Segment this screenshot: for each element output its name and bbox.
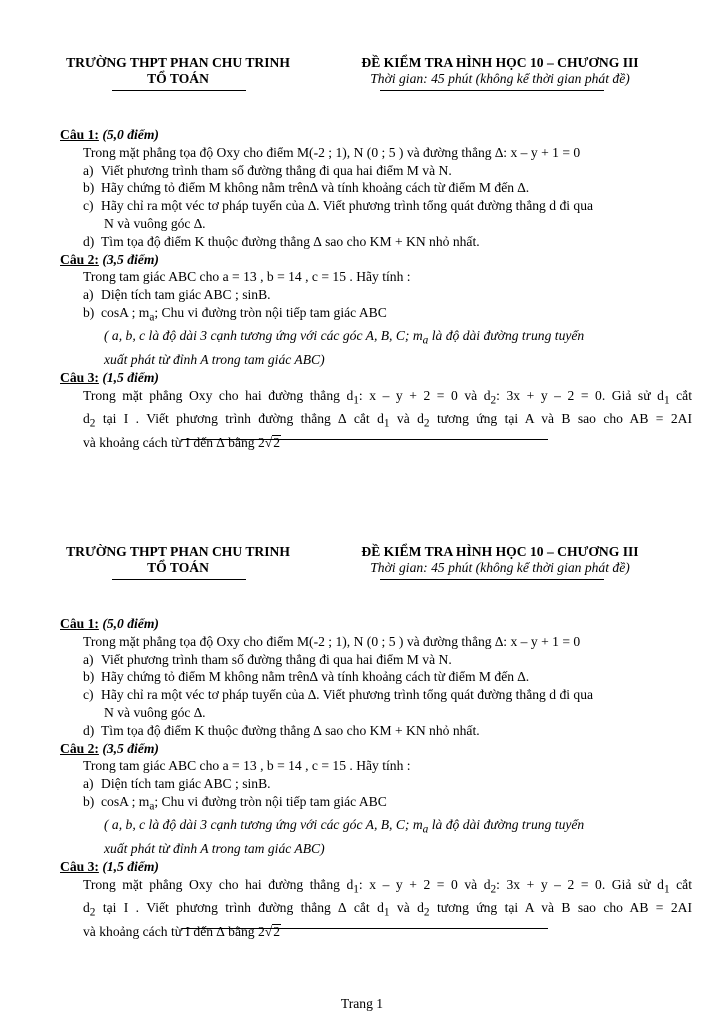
- page-number: Trang 1: [340, 996, 384, 1011]
- time-note: Thời gian: 45 phút (không kể thời gian phát đề): [370, 560, 630, 575]
- question-2-note: ( a, b, c là độ dài 3 cạnh tương ứng với các góc A, B, C; $m_a$ là độ dài đường trung tuyến: [104, 817, 585, 837]
- time-note: Thời gian: 45 phút (không kể thời gian phát đề): [370, 71, 630, 86]
- question-1-item-c: c) Hãy chỉ ra một véc tơ pháp tuyến của ∆. Viết phương trình tổng quát đường thẳng d đi qua: [83, 198, 594, 214]
- question-1-item-c: c) Hãy chỉ ra một véc tơ pháp tuyến của ∆. Viết phương trình tổng quát đường thẳng d đi qua: [83, 687, 594, 703]
- sqrt-value: 2: [273, 923, 281, 939]
- time-underline: [380, 90, 604, 91]
- end-rule: [182, 439, 548, 440]
- sqrt-value: 2: [273, 434, 281, 450]
- question-2-heading: [60, 251, 692, 269]
- question-3-line-3: và khoảng cách từ I đến ∆ bằng 2√2: [83, 923, 281, 939]
- question-1-item-c-cont: N và vuông góc ∆.: [104, 215, 206, 231]
- exam-title: ĐỀ KIỂM TRA HÌNH HỌC 10 – CHƯƠNG III: [361, 544, 639, 559]
- question-2-intro: Trong tam giác ABC cho a = 13 , b = 14 , c = 15 . Hãy tính :: [83, 758, 411, 774]
- question-1-heading: [60, 615, 692, 633]
- department-name: TỔ TOÁN: [147, 71, 209, 86]
- question-1-intro: Trong mặt phẳng tọa độ Oxy cho điểm M(-2 ; 1), N (0 ; 5 ) và đường thẳng ∆: x – y + 1 = 0: [83, 633, 581, 649]
- question-2-note-cont: xuất phát từ đỉnh A trong tam giác ABC): [104, 841, 325, 856]
- question-3-line-1: Trong mặt phẳng Oxy cho hai đường thẳng $d_1$: x – y + 2 = 0 và $d_2$: 3x + y – 2 = 0. Giả sử $d_1$ cắt: [83, 876, 692, 896]
- question-2-item-a: a) Diện tích tam giác ABC ; sinB.: [83, 287, 271, 303]
- exam-title: ĐỀ KIỂM TRA HÌNH HỌC 10 – CHƯƠNG III: [361, 55, 639, 70]
- question-2-heading: [60, 740, 692, 758]
- school-name: TRƯỜNG THPT PHAN CHU TRINH: [66, 544, 290, 559]
- school-header: [60, 55, 296, 87]
- question-1-heading: [60, 126, 692, 144]
- question-2-item-b: b) cosA ; $m_a$; Chu vi đường tròn nội tiếp tam giác ABC: [83, 793, 387, 813]
- question-3-heading: [60, 369, 692, 387]
- question-2-item-b: b) cosA ; $m_a$; Chu vi đường tròn nội tiếp tam giác ABC: [83, 304, 387, 324]
- end-rule: [182, 928, 548, 929]
- question-2-intro: Trong tam giác ABC cho a = 13 , b = 14 , c = 15 . Hãy tính :: [83, 269, 411, 285]
- question-3-heading: [60, 858, 692, 876]
- question-points: (3,5 điểm): [102, 251, 159, 267]
- school-name: TRƯỜNG THPT PHAN CHU TRINH: [66, 55, 290, 70]
- question-points: (3,5 điểm): [102, 740, 159, 756]
- question-2-note: ( a, b, c là độ dài 3 cạnh tương ứng với các góc A, B, C; $m_a$ là độ dài đường trung tuyến: [104, 328, 585, 348]
- school-header: [60, 544, 296, 576]
- question-1-item-a: a) Viết phương trình tham số đường thẳng đi qua hai điểm M và N.: [83, 162, 452, 178]
- question-1-item-a: a) Viết phương trình tham số đường thẳng đi qua hai điểm M và N.: [83, 651, 452, 667]
- exam-body: [60, 615, 692, 940]
- question-1-item-b: b) Hãy chứng tỏ điểm M không nằm trên∆ và tính khoảng cách từ điểm M đến ∆.: [83, 180, 530, 196]
- question-label: Câu 2:: [60, 740, 99, 756]
- exam-header: [340, 544, 660, 576]
- question-1-item-d: d) Tìm tọa độ điểm K thuộc đường thẳng ∆ sao cho KM + KN nhỏ nhất.: [83, 722, 480, 738]
- question-3-line-2: $d_2$ tại I . Viết phương trình đường thẳng ∆ cắt $d_1$ và $d_2$ tương ứng tại A và B sao cho AB = 2AI: [83, 411, 692, 430]
- question-1-item-c-cont: N và vuông góc ∆.: [104, 704, 206, 720]
- question-2-note-cont: xuất phát từ đỉnh A trong tam giác ABC): [104, 352, 325, 367]
- question-1-item-d: d) Tìm tọa độ điểm K thuộc đường thẳng ∆ sao cho KM + KN nhỏ nhất.: [83, 233, 480, 249]
- question-points: (5,0 điểm): [102, 127, 159, 142]
- question-label: Câu 2:: [60, 251, 99, 267]
- sqrt-symbol: √: [264, 434, 273, 450]
- question-points: (1,5 điểm): [102, 369, 159, 385]
- question-3-line-1: Trong mặt phẳng Oxy cho hai đường thẳng $d_1$: x – y + 2 = 0 và $d_2$: 3x + y – 2 = 0. Giả sử $d_1$ cắt: [83, 387, 692, 407]
- department-underline: [112, 90, 246, 91]
- question-2-item-a: a) Diện tích tam giác ABC ; sinB.: [83, 776, 271, 792]
- question-label: Câu 3:: [60, 369, 99, 385]
- question-3-line-3: và khoảng cách từ I đến ∆ bằng 2√2: [83, 434, 281, 450]
- exam-header: [340, 55, 660, 87]
- question-label: Câu 3:: [60, 858, 99, 874]
- sqrt-symbol: √: [264, 923, 273, 939]
- question-points: (1,5 điểm): [102, 858, 159, 874]
- department-name: TỔ TOÁN: [147, 560, 209, 575]
- question-1-intro: Trong mặt phẳng tọa độ Oxy cho điểm M(-2 ; 1), N (0 ; 5 ) và đường thẳng ∆: x – y + 1 = 0: [83, 144, 581, 160]
- time-underline: [380, 579, 604, 580]
- department-underline: [112, 579, 246, 580]
- question-3-line-2: $d_2$ tại I . Viết phương trình đường thẳng ∆ cắt $d_1$ và $d_2$ tương ứng tại A và B sao cho AB = 2AI: [83, 900, 692, 919]
- question-points: (5,0 điểm): [102, 616, 159, 631]
- question-label: Câu 1:: [60, 127, 99, 142]
- exam-body: [60, 126, 692, 451]
- question-1-item-b: b) Hãy chứng tỏ điểm M không nằm trên∆ và tính khoảng cách từ điểm M đến ∆.: [83, 669, 530, 685]
- question-label: Câu 1:: [60, 616, 99, 631]
